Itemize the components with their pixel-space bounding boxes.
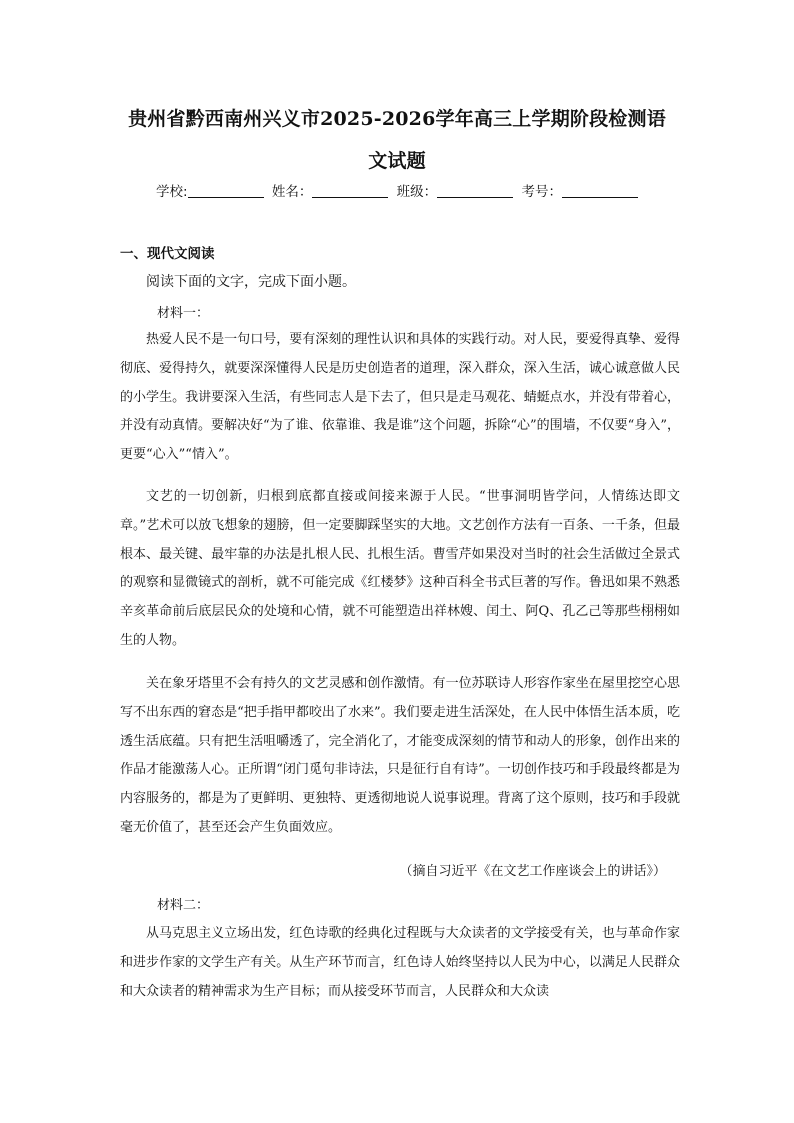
exam-number-field: [521, 180, 638, 200]
reading-instruction: 阅读下面的文字，完成下面小题。: [146, 274, 356, 290]
school-blank[interactable]: [188, 185, 264, 198]
material-1-source: （摘自习近平《在文艺工作座谈会上的讲话》）: [399, 864, 666, 879]
section-heading: 一、现代文阅读: [120, 246, 215, 262]
school-field: [156, 180, 264, 200]
document-title-line-2: 文试题: [368, 150, 426, 172]
class-blank[interactable]: [437, 185, 513, 198]
exam-number-blank[interactable]: [562, 185, 638, 198]
document-title-line-1: 贵州省黔西南州兴义市2025-2026学年高三上学期阶段检测语: [128, 108, 666, 130]
material-1-paragraph-1: 热爱人民不是一句口号，要有深刻的理性认识和具体的实践行动。对人民，要爱得真挚、爱得彻底、爱得持久，就要深深懂得人民是历史创造者的道理，深入群众，深入生活，诚心诚意做人民的小学生。我讲要深入生活，有些同志人是下去了，但只是走马观花、蜻蜓点水，并没有带着心，并没有动真情。要解决好“为了谁、依靠谁、我是谁”这个问题，拆除“心”的围墙，不仅要“身入”，更要“心入”“情入”。: [120, 332, 680, 463]
material-2-paragraph-1: 从马克思主义立场出发，红色诗歌的经典化过程既与大众读者的文学接受有关，也与革命作家和进步作家的文学生产有关。从生产环节而言，红色诗人始终坚持以人民为中心，以满足人民群众和大众读者的精神需求为生产目标；而从接受环节而言，人民群众和大众读: [120, 926, 680, 999]
class-label: 班级：: [396, 184, 438, 200]
material-1-paragraph-3: 关在象牙塔里不会有持久的文艺灵感和创作激情。有一位苏联诗人形容作家坐在屋里挖空心思写不出东西的窘态是“把手指甲都咬出了水来”。我们要走进生活深处，在人民中体悟生活本质，吃透生活底蕴。只有把生活咀嚼透了，完全消化了，才能变成深刻的情节和动人的形象，创作出来的作品才能激荡人心。正所谓“闭门觅句非诗法，只是征行自有诗”。一切创作技巧和手段最终都是为内容服务的，都是为了更鲜明、更独特、更透彻地说人说事说理。背离了这个原则，技巧和手段就毫无价值了，甚至还会产生负面效应。: [120, 676, 680, 835]
material-1-label: 材料一：: [157, 306, 210, 321]
student-info-row: [0, 180, 794, 200]
material-1-paragraph-2: 文艺的一切创新，归根到底都直接或间接来源于人民。“世事洞明皆学问，人情练达即文章。”艺术可以放飞想象的翅膀，但一定要脚踩坚实的大地。文艺创作方法有一百条、一千条，但最根本、最关键、最牢靠的办法是扎根人民、扎根生活。曹雪芹如果没对当时的社会生活做过全景式的观察和显微镜式的剖析，就不可能完成《红楼梦》这种百科全书式巨著的写作。鲁迅如果不熟悉辛亥革命前后底层民众的处境和心情，就不可能塑造出祥林嫂、闰土、阿Q、孔乙己等那些栩栩如生的人物。: [120, 489, 680, 648]
class-field: [397, 180, 514, 200]
material-2-label: 材料二：: [157, 898, 210, 913]
name-label: 姓名：: [271, 184, 313, 200]
exam-number-label: 考号：: [521, 184, 562, 200]
name-field: [272, 180, 389, 200]
school-label: 学校:: [156, 184, 188, 200]
name-blank[interactable]: [312, 185, 388, 198]
